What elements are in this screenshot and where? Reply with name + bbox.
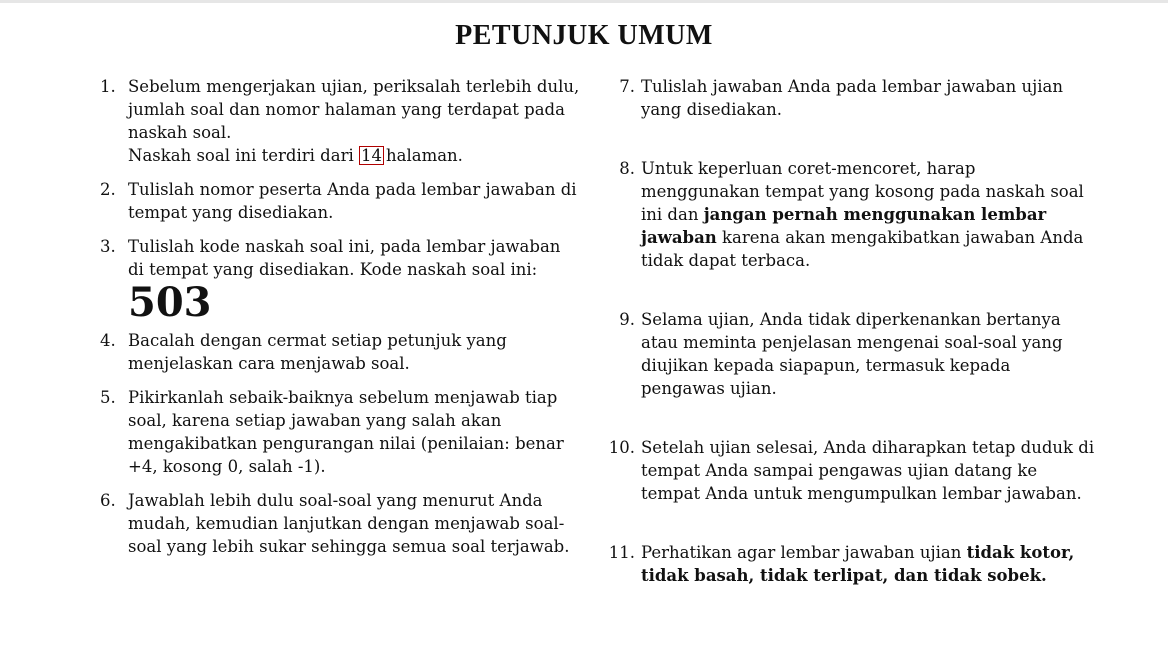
page-count-suffix: halaman. xyxy=(385,146,463,165)
instruction-1 xyxy=(100,75,580,167)
instruction-6 xyxy=(100,489,580,558)
instruction-text: Pikirkanlah sebaik-baiknya sebelum menjawab tiap soal, karena setiap jawaban yang salah akan mengakibatkan pengurangan nilai (penilaian: benar +4, kosong 0, salah -1). xyxy=(128,388,564,476)
page-title: PETUNJUK UMUM xyxy=(455,20,713,51)
instruction-text: Bacalah dengan cermat setiap petunjuk yang menjelaskan cara menjawab soal. xyxy=(128,331,507,373)
page-count-prefix: Naskah soal ini terdiri dari xyxy=(128,146,354,165)
instruction-11 xyxy=(605,541,1097,587)
instruction-number: 9. xyxy=(619,310,635,329)
instruction-text: Setelah ujian selesai, Anda diharapkan tetap duduk di tempat Anda sampai pengawas ujian datang ke tempat Anda untuk mengumpulkan lembar jawaban. xyxy=(641,438,1095,503)
top-border xyxy=(0,0,1168,3)
instruction-10 xyxy=(605,436,1097,505)
instruction-text: Selama ujian, Anda tidak diperkenankan bertanya atau meminta penjelasan mengenai soal-soal yang diujikan kepada siapapun, termasuk kepada pengawas ujian. xyxy=(641,310,1063,398)
instruction-text-part: Perhatikan agar lembar jawaban ujian xyxy=(641,543,967,562)
exam-code: 503 xyxy=(128,279,212,326)
instruction-4 xyxy=(100,329,580,375)
instructions-right-column xyxy=(605,75,1097,587)
instruction-text-bold: jangan pernah menggunakan lembar jawaban xyxy=(641,205,1047,247)
instruction-number: 8. xyxy=(619,159,635,178)
instruction-7 xyxy=(605,75,1097,121)
instruction-3 xyxy=(100,235,580,326)
instruction-text-bold: tidak kotor, tidak basah, tidak terlipat, dan tidak sobek. xyxy=(641,543,1075,585)
instruction-number: 7. xyxy=(619,77,635,96)
instruction-text xyxy=(641,157,1097,272)
instruction-text: Jawablah lebih dulu soal-soal yang menurut Anda mudah, kemudian lanjutkan dengan menjawab soal-soal yang lebih sukar sehingga semua soal terjawab. xyxy=(128,491,570,556)
instruction-number: 5. xyxy=(100,388,116,407)
instruction-number: 6. xyxy=(100,491,116,510)
instruction-number: 11. xyxy=(608,543,635,562)
instructions-left-column xyxy=(100,75,580,558)
instruction-text: Tulislah nomor peserta Anda pada lembar jawaban di tempat yang disediakan. xyxy=(128,180,577,222)
instruction-number: 4. xyxy=(100,331,116,350)
instruction-text: Tulislah kode naskah soal ini, pada lembar jawaban di tempat yang disediakan. Kode naskah soal ini: xyxy=(128,237,561,279)
instruction-5 xyxy=(100,386,580,478)
instruction-number: 10. xyxy=(608,438,635,457)
instruction-text: Sebelum mengerjakan ujian, periksalah terlebih dulu, jumlah soal dan nomor halaman yang terdapat pada naskah soal. xyxy=(128,77,580,142)
instruction-text-part: karena akan mengakibatkan jawaban Anda tidak dapat terbaca. xyxy=(641,228,1084,270)
page-count-box: 14 xyxy=(360,146,382,165)
instruction-9 xyxy=(605,308,1097,400)
instruction-text xyxy=(641,541,1097,587)
instruction-number: 1. xyxy=(100,77,116,96)
instruction-text-part: Untuk keperluan coret-mencoret, harap menggunakan tempat yang kosong pada naskah soal ini dan xyxy=(641,159,1084,224)
instruction-2 xyxy=(100,178,580,224)
instruction-number: 3. xyxy=(100,237,116,256)
instruction-number: 2. xyxy=(100,180,116,199)
instruction-8 xyxy=(605,157,1097,272)
page-count-line xyxy=(128,144,580,167)
instruction-text: Tulislah jawaban Anda pada lembar jawaban ujian yang disediakan. xyxy=(641,77,1063,119)
